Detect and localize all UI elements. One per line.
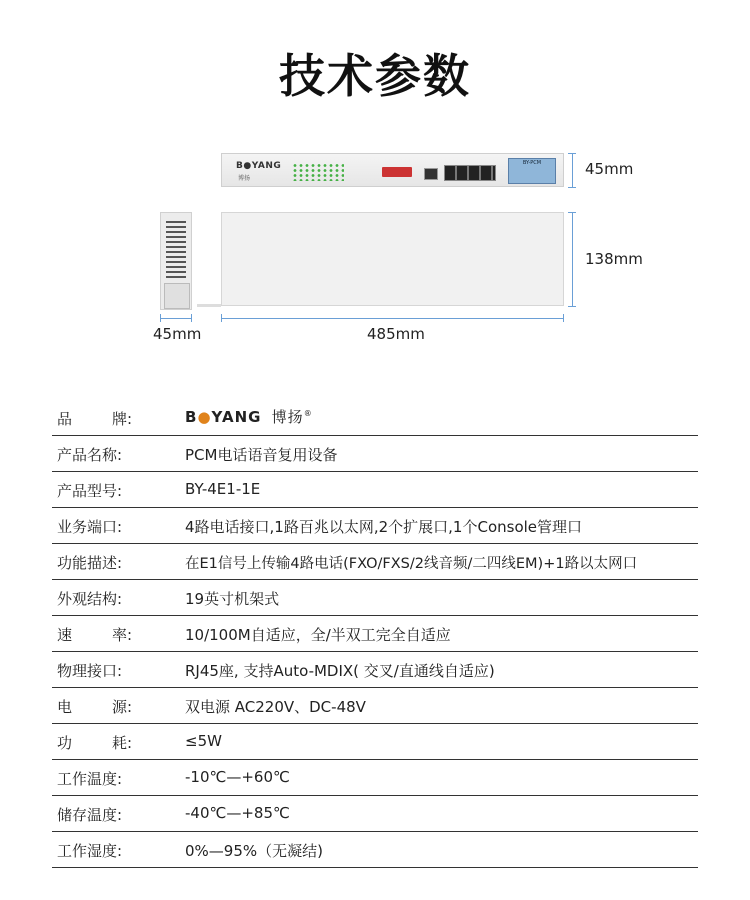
rj45-ports bbox=[444, 165, 496, 181]
height-dimension-line bbox=[572, 153, 573, 187]
dim-tick bbox=[191, 314, 192, 322]
page-title: 技术参数 bbox=[279, 49, 471, 103]
side-vent bbox=[166, 221, 186, 279]
spec-value: 0%—95%（无凝结) bbox=[185, 842, 323, 860]
width-dimension: 485mm bbox=[367, 325, 425, 343]
spec-row-brand bbox=[52, 400, 698, 436]
height-dimension: 45mm bbox=[585, 160, 634, 178]
spec-value: 10/100M自适应，全/半双工完全自适应 bbox=[185, 626, 451, 644]
spec-row bbox=[52, 472, 698, 508]
spec-value: RJ45座, 支持Auto-MDIX( 交叉/直通线自适应) bbox=[185, 662, 495, 680]
rack-bracket bbox=[164, 283, 190, 309]
depth-dimension-line bbox=[572, 212, 573, 306]
dip-switch bbox=[382, 167, 412, 177]
spec-key: 业务端口: bbox=[57, 518, 123, 536]
led-indicators bbox=[292, 163, 344, 181]
spec-value: 4路电话接口,1路百兆以太网,2个扩展口,1个Console管理口 bbox=[185, 518, 583, 536]
spec-row bbox=[52, 436, 698, 472]
depth-dimension: 138mm bbox=[585, 250, 643, 268]
spec-value: PCM电话语音复用设备 bbox=[185, 446, 338, 464]
rack-ear bbox=[197, 304, 221, 307]
brand-logo: B●YANG 博扬® bbox=[185, 408, 313, 426]
dim-tick bbox=[221, 314, 222, 322]
spec-key: 物理接口: bbox=[57, 662, 123, 680]
dim-tick bbox=[568, 187, 576, 188]
spec-row bbox=[52, 508, 698, 544]
dim-tick bbox=[568, 212, 576, 213]
spec-key: 品 牌: bbox=[57, 410, 132, 428]
spec-key: 产品名称: bbox=[57, 446, 123, 464]
spec-key: 功 耗: bbox=[57, 734, 132, 752]
spec-row bbox=[52, 796, 698, 832]
device-logo-sub: 博扬 bbox=[238, 175, 251, 182]
device-top-view bbox=[221, 212, 564, 306]
spec-value: 19英寸机架式 bbox=[185, 590, 280, 608]
device-logo: B●YANG bbox=[236, 161, 282, 171]
spec-key: 外观结构: bbox=[57, 590, 123, 608]
dim-tick bbox=[563, 314, 564, 322]
spec-row bbox=[52, 688, 698, 724]
device-label: BY-PCM bbox=[508, 158, 556, 184]
spec-row bbox=[52, 652, 698, 688]
spec-value: -10℃—+60℃ bbox=[185, 768, 290, 786]
dim-tick bbox=[568, 153, 576, 154]
spec-value: 双电源 AC220V、DC-48V bbox=[185, 698, 366, 716]
spec-row bbox=[52, 832, 698, 868]
spec-value: BY-4E1-1E bbox=[185, 480, 261, 498]
dim-tick bbox=[568, 306, 576, 307]
spec-row bbox=[52, 760, 698, 796]
side-width-dimension: 45mm bbox=[153, 325, 202, 343]
device-side-view bbox=[160, 212, 192, 310]
width-dimension-line bbox=[221, 318, 564, 319]
spec-key: 储存温度: bbox=[57, 806, 123, 824]
spec-table bbox=[52, 400, 698, 868]
spec-key: 产品型号: bbox=[57, 482, 123, 500]
dim-tick bbox=[160, 314, 161, 322]
spec-value: 在E1信号上传输4路电话(FXO/FXS/2线音频/二四线EM)+1路以太网口 bbox=[185, 556, 638, 572]
spec-row bbox=[52, 544, 698, 580]
spec-value: ≤5W bbox=[185, 732, 222, 750]
spec-key: 工作温度: bbox=[57, 770, 123, 788]
spec-key: 电 源: bbox=[57, 698, 132, 716]
spec-row bbox=[52, 616, 698, 652]
spec-row bbox=[52, 580, 698, 616]
console-port bbox=[424, 168, 438, 180]
spec-key: 功能描述: bbox=[57, 554, 123, 572]
spec-value: -40℃—+85℃ bbox=[185, 804, 290, 822]
spec-row bbox=[52, 724, 698, 760]
side-width-dimension-line bbox=[160, 318, 192, 319]
spec-key: 速 率: bbox=[57, 626, 132, 644]
device-front-view bbox=[221, 153, 564, 187]
spec-key: 工作湿度: bbox=[57, 842, 123, 860]
